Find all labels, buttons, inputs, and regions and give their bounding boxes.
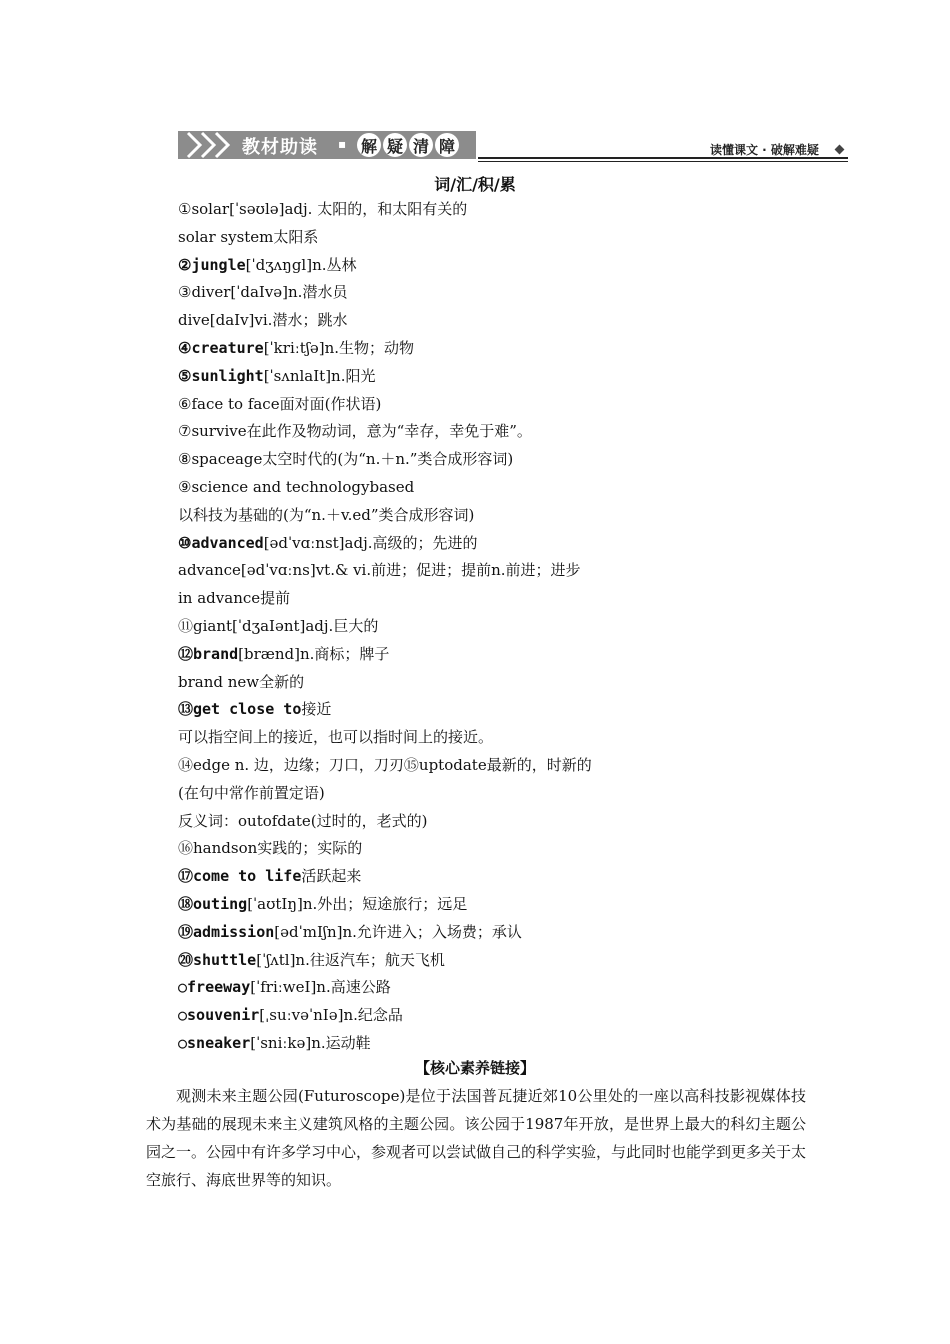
vocab-item: advance[ədˈvɑːns]vt.& vi.前进；促进；提前n.前进；进步	[178, 561, 581, 580]
vocab-item: ⑨science and technologybased	[178, 477, 415, 496]
vocab-item: ⑱outing[ˈaʊtIŋ]n.外出；短途旅行；远足	[178, 894, 468, 913]
header-rule-thin	[478, 161, 848, 162]
section-banner	[178, 131, 476, 159]
core-literacy-paragraph: 观测未来主题公园(Futuroscope)是位于法国普瓦捷近郊10公里处的一座以高科技影视媒体技术为基础的展现未来主义建筑风格的主题公园。该公园于1987年开放，是世界上最大的科幻主题公园之一。公园中有许多学习中心，参观者可以尝试做自己的科学实验，与此同时也能学到更多关于太空旅行、海底世界等的知识。	[146, 1087, 807, 1189]
vocab-item: ⑬get close to接近	[178, 700, 332, 719]
banner-title: 教材助读	[242, 137, 318, 158]
vocab-item: in advance提前	[178, 589, 291, 608]
vocab-item: ⑲admission[ədˈmIʃn]n.允许进入；入场费；承认	[178, 922, 522, 941]
vocab-list	[178, 196, 858, 1058]
vocab-item: ○freeway[ˈfriːweI]n.高速公路	[178, 978, 391, 997]
diamond-icon	[835, 145, 845, 155]
vocab-item: ⑳shuttle[ˈʃʌtl]n.往返汽车；航天飞机	[178, 950, 445, 969]
vocab-item: (在句中常作前置定语)	[178, 783, 325, 802]
header-subtitle: 读懂课文 · 破解难疑	[710, 143, 819, 157]
vocab-item: 反义词：outofdate(过时的，老式的)	[178, 811, 428, 830]
vocab-item: ⑭edge n. 边，边缘；刀口，刀刃⑮uptodate最新的，时新的	[178, 755, 592, 774]
vocab-item: ③diver[ˈdaIvə]n.潜水员	[178, 283, 348, 302]
vocab-item: 可以指空间上的接近，也可以指时间上的接近。	[178, 728, 494, 747]
vocab-item: ②jungle[ˈdʒʌŋgl]n.丛林	[178, 255, 357, 274]
vocab-item: dive[daIv]vi.潜水；跳水	[178, 311, 348, 330]
vocab-item: ⑫brand[brænd]n.商标；牌子	[178, 644, 390, 663]
vocab-item: ⑧spaceage太空时代的(为“n.＋n.”类合成形容词)	[178, 450, 514, 469]
vocab-item: ①solar[ˈsəʊlə]adj. 太阳的，和太阳有关的	[178, 200, 468, 218]
vocab-item: ⑥face to face面对面(作状语)	[178, 394, 382, 413]
vocab-item: ⑩advanced[ədˈvɑːnst]adj.高级的；先进的	[178, 533, 478, 552]
vocab-item: ⑤sunlight[ˈsʌnlaIt]n.阳光	[178, 366, 376, 385]
vocab-item: ⑦survive在此作及物动词，意为“幸存，幸免于难”。	[178, 422, 532, 441]
vocab-item: ○sneaker[ˈsniːkə]n.运动鞋	[178, 1033, 371, 1052]
banner-badge: 障	[435, 133, 459, 157]
vocab-item: ⑪giant[ˈdʒaIənt]adj.巨大的	[178, 616, 379, 635]
vocab-item: ④creature[ˈkriːtʃə]n.生物；动物	[178, 338, 415, 357]
banner-separator: ▪	[338, 137, 347, 151]
vocab-item: ⑰come to life活跃起来	[178, 867, 362, 886]
banner-badges	[357, 133, 459, 157]
banner-badge: 解	[357, 133, 381, 157]
vocab-item: brand new全新的	[178, 672, 305, 691]
vocab-item: solar system太阳系	[178, 227, 319, 246]
vocab-item: 以科技为基础的(为“n.＋v.ed”类合成形容词)	[178, 505, 475, 524]
banner-badge: 清	[409, 133, 433, 157]
vocab-item: ○souvenir[ˌsuːvəˈnIə]n.纪念品	[178, 1006, 403, 1025]
chevron-right-icon	[212, 131, 238, 159]
core-literacy-title: 【核心素养链接】	[414, 1059, 535, 1077]
banner-badge: 疑	[383, 133, 407, 157]
vocab-item: ⑯handson实践的；实际的	[178, 839, 363, 858]
section-title: 词/汇/积/累	[434, 175, 516, 194]
